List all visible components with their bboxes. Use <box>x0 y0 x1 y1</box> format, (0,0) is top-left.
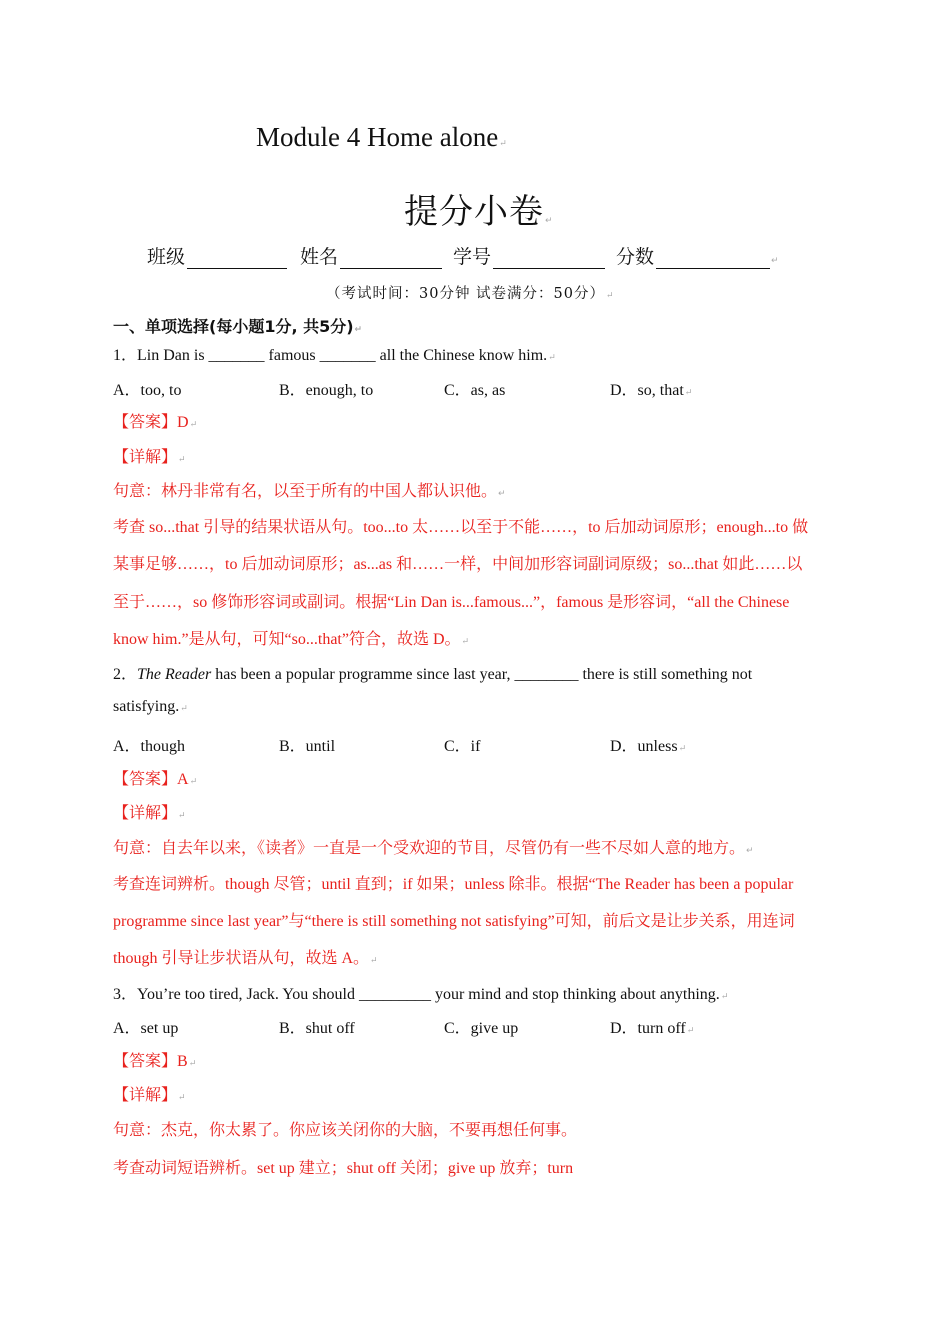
question-2-answer: 【答案】A↵ <box>113 769 198 788</box>
question-1-stem: 1．Lin Dan is _______ famous _______ all the Chinese know him.↵ <box>113 347 556 364</box>
question-2-option-c: C．if <box>444 738 481 755</box>
question-1-option-b: B．enough, to <box>279 382 374 399</box>
question-2-explain-line-1: 考查连词辨析。though 尽管；until 直到；if 如果；unless 除非。根据“The Reader has been a popular <box>113 876 794 893</box>
section-heading: 一、单项选择(每小题1分, 共5分)↵ <box>113 317 363 336</box>
question-1-option-a: A．too, to <box>113 382 182 399</box>
question-3-answer: 【答案】B↵ <box>113 1051 197 1070</box>
question-3-option-a: A．set up <box>113 1020 179 1037</box>
question-2-detail-label: 【详解】↵ <box>113 803 186 822</box>
question-1-explain-line-1: 考查 so...that 引导的结果状语从句。too...to 太……以至于不能……，to 后加动词原形；enough...to 做 <box>113 519 809 536</box>
question-3-stem: 3．You’re too tired, Jack. You should _________ your mind and stop thinking about anything.↵ <box>113 986 729 1003</box>
field-class: 班级 <box>147 242 287 269</box>
question-3-option-d: D．turn off↵ <box>610 1020 695 1037</box>
question-2-stem-line-2: satisfying.↵ <box>113 698 188 715</box>
field-id: 学号 <box>453 242 605 269</box>
question-1-explain-line-3: 至于……，so 修饰形容词或副词。根据“Lin Dan is...famous...”，famous 是形容词，“all the Chinese <box>113 594 790 611</box>
question-1-meaning: 句意：林丹非常有名，以至于所有的中国人都认识他。↵ <box>113 481 506 500</box>
question-2-option-d: D．unless↵ <box>610 738 687 755</box>
page-subtitle: 提分小卷↵ <box>404 192 554 232</box>
question-2-option-b: B．until <box>279 738 336 755</box>
question-1-explain-line-2: 某事足够……，to 后加动词原形；as...as 和……一样，中间加形容词副词原级；so...that 如此……以 <box>113 556 803 573</box>
field-score: 分数 ↵ <box>616 246 779 268</box>
question-2-stem: 2．The Reader has been a popular programme since last year, ________ there is still something not <box>113 666 753 683</box>
question-2-explain-line-2: programme since last year”与“there is still something not satisfying”可知，前后文是让步关系，用连词 <box>113 913 795 930</box>
question-1-option-d: D．so, that↵ <box>610 382 693 399</box>
question-1-answer: 【答案】D↵ <box>113 412 198 431</box>
page-title: Module 4 Home alone↵ <box>256 122 507 152</box>
question-3-meaning: 句意：杰克，你太累了。你应该关闭你的大脑，不要再想任何事。 <box>113 1120 578 1139</box>
question-3-option-c: C．give up <box>444 1020 519 1037</box>
question-2-meaning: 句意：自去年以来，《读者》一直是一个受欢迎的节目，尽管仍有一些不尽如人意的地方。↵ <box>113 838 754 857</box>
question-2-explain-line-3: though 引导让步状语从句，故选 A。↵ <box>113 950 378 967</box>
question-1-detail-label: 【详解】↵ <box>113 447 186 466</box>
question-1-explain-line-4: know him.”是从句，可知“so...that”符合，故选 D。↵ <box>113 631 470 648</box>
question-2-option-a: A．though <box>113 738 186 755</box>
question-3-detail-label: 【详解】↵ <box>113 1085 186 1104</box>
question-3-explain-line-1: 考查动词短语辨析。set up 建立；shut off 关闭；give up 放弃；turn <box>113 1160 574 1177</box>
question-1-option-c: C．as, as <box>444 382 506 399</box>
exam-info: （考试时间：30分钟 试卷满分：50分）↵ <box>326 286 615 302</box>
field-name: 姓名 <box>300 242 442 269</box>
question-3-option-b: B．shut off <box>279 1020 355 1037</box>
